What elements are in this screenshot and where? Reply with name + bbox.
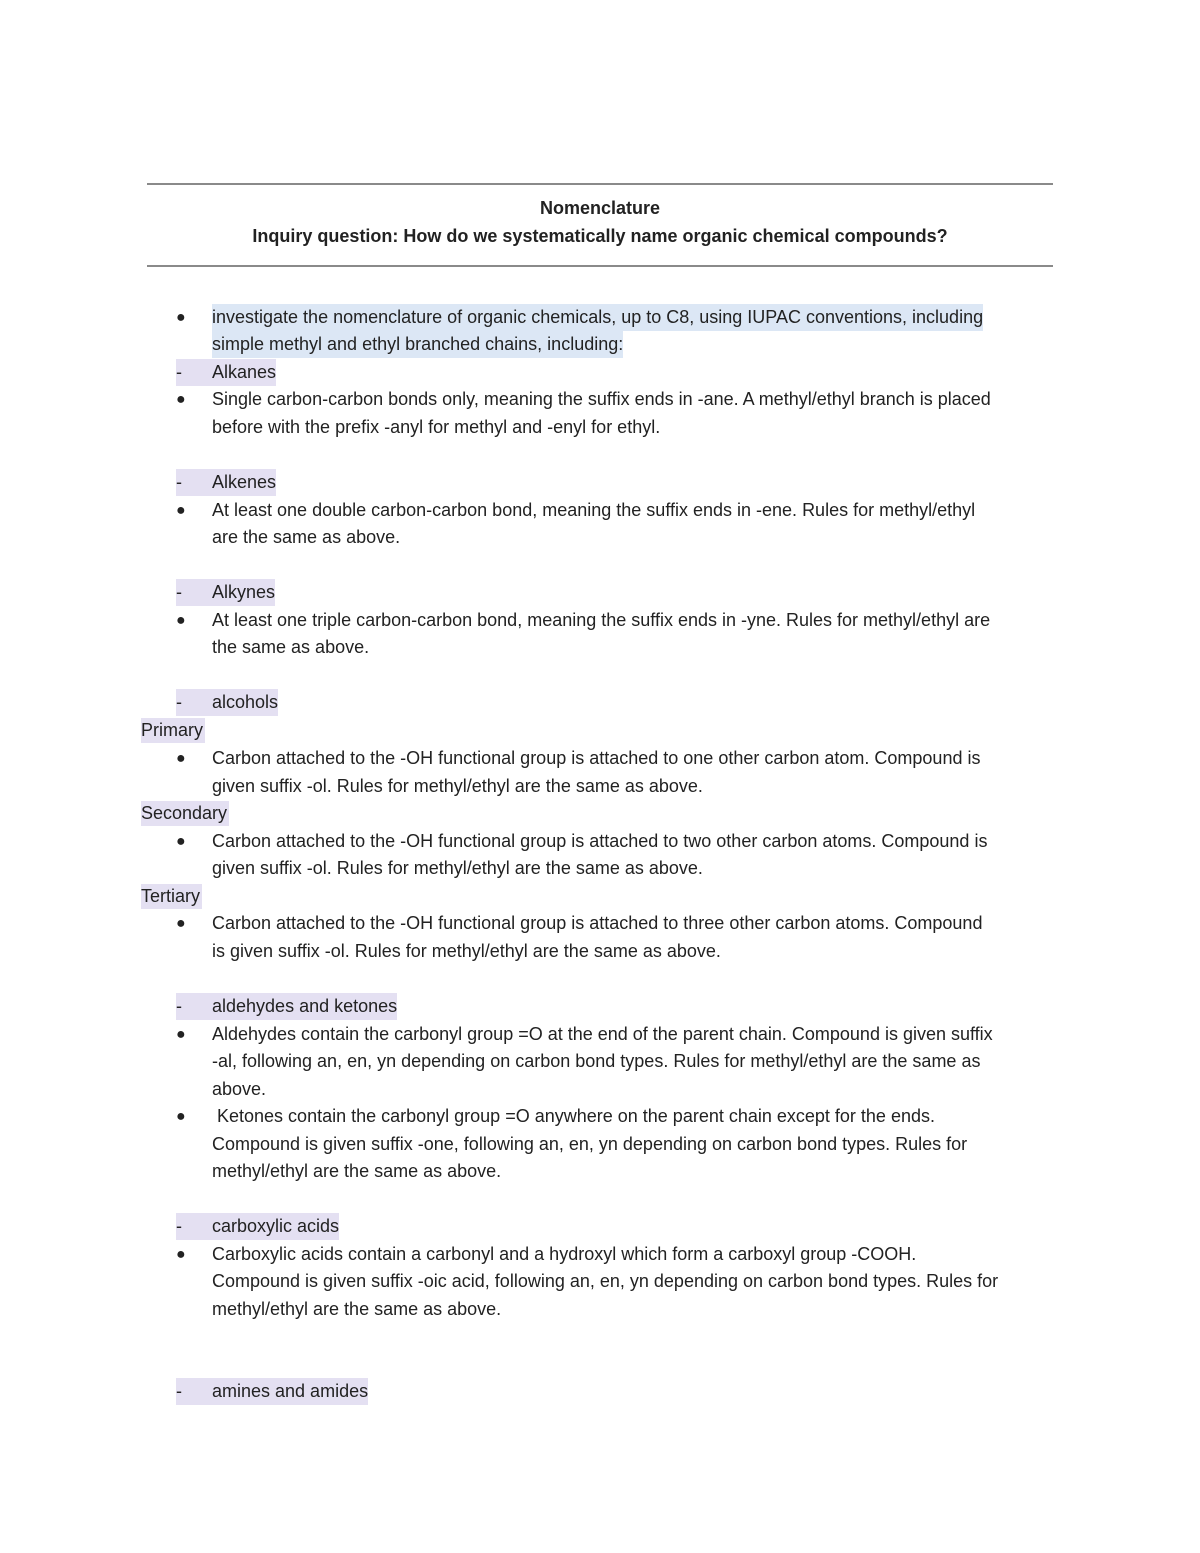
- heading-label: carboxylic acids: [212, 1216, 340, 1236]
- dash-marker: -: [176, 1381, 182, 1401]
- intro-line-1: investigate the nomenclature of organic chemicals, up to C8, using IUPAC conventions, including: [212, 304, 983, 331]
- carboxylic-text-3: methyl/ethyl are the same as above.: [212, 1299, 502, 1319]
- bottom-rule: [147, 265, 1053, 267]
- bullet-icon: ●: [176, 612, 186, 629]
- secondary-text-2: given suffix -ol. Rules for methyl/ethyl are the same as above.: [212, 858, 703, 878]
- section-heading-carboxylic-acids: [176, 1213, 339, 1240]
- heading-label: Alkynes: [212, 582, 276, 602]
- alkanes-text-1: Single carbon-carbon bonds only, meaning the suffix ends in -ane. A methyl/ethyl branch is placed: [212, 389, 991, 409]
- label-primary: Primary: [141, 718, 205, 743]
- carboxylic-text-1: Carboxylic acids contain a carbonyl and a hydroxyl which form a carboxyl group -COOH.: [212, 1244, 917, 1264]
- heading-label: Alkenes: [212, 472, 277, 492]
- dash-marker: -: [176, 362, 182, 382]
- intro-line-2: simple methyl and ethyl branched chains, including:: [212, 331, 623, 358]
- heading-label: alcohols: [212, 692, 279, 712]
- dash-marker: -: [176, 582, 182, 602]
- top-rule: [147, 183, 1053, 185]
- dash-marker: -: [176, 692, 182, 712]
- ketones-text-3: methyl/ethyl are the same as above.: [212, 1161, 502, 1181]
- section-heading-aldehydes-ketones: [176, 993, 397, 1020]
- page-title: Nomenclature: [539, 198, 661, 218]
- bullet-icon: ●: [176, 391, 186, 408]
- primary-text-2: given suffix -ol. Rules for methyl/ethyl are the same as above.: [212, 776, 703, 796]
- aldehydes-text-3: above.: [212, 1079, 267, 1099]
- bullet-icon: ●: [176, 502, 186, 519]
- bullet-icon: ●: [176, 1026, 186, 1043]
- alkenes-text-1: At least one double carbon-carbon bond, meaning the suffix ends in -ene. Rules for methyl/ethyl: [212, 500, 976, 520]
- aldehydes-text-1: Aldehydes contain the carbonyl group =O at the end of the parent chain. Compound is given suffix: [212, 1024, 993, 1044]
- secondary-text-1: Carbon attached to the -OH functional group is attached to two other carbon atoms. Compound is: [212, 831, 988, 851]
- alkynes-text-2: the same as above.: [212, 637, 370, 657]
- tertiary-text-2: is given suffix -ol. Rules for methyl/ethyl are the same as above.: [212, 941, 721, 961]
- label-tertiary: Tertiary: [141, 884, 202, 909]
- aldehydes-text-2: -al, following an, en, yn depending on carbon bond types. Rules for methyl/ethyl are the same as: [212, 1051, 981, 1071]
- bullet-icon: ●: [176, 309, 186, 326]
- heading-label: Alkanes: [212, 362, 277, 382]
- tertiary-text-1: Carbon attached to the -OH functional group is attached to three other carbon atoms. Compound: [212, 913, 983, 933]
- heading-label: aldehydes and ketones: [212, 996, 398, 1016]
- section-heading-alcohols: [176, 689, 278, 716]
- bullet-icon: ●: [176, 915, 186, 932]
- heading-label: amines and amides: [212, 1381, 369, 1401]
- ketones-text-2: Compound is given suffix -one, following an, en, yn depending on carbon bond types. Rules for: [212, 1134, 968, 1154]
- section-heading-alkynes: [176, 579, 275, 606]
- section-heading-amines-amides: [176, 1378, 368, 1405]
- bullet-icon: ●: [176, 750, 186, 767]
- section-heading-alkenes: [176, 469, 276, 496]
- carboxylic-text-2: Compound is given suffix -oic acid, following an, en, yn depending on carbon bond types. Rules for: [212, 1271, 999, 1291]
- alkenes-text-2: are the same as above.: [212, 527, 401, 547]
- dash-marker: -: [176, 996, 182, 1016]
- bullet-icon: ●: [176, 1246, 186, 1263]
- inquiry-question: Inquiry question: How do we systematically name organic chemical compounds?: [252, 226, 948, 246]
- bullet-icon: ●: [176, 833, 186, 850]
- label-secondary: Secondary: [141, 801, 229, 826]
- alkanes-text-2: before with the prefix -anyl for methyl and -enyl for ethyl.: [212, 417, 661, 437]
- ketones-text-1: Ketones contain the carbonyl group =O anywhere on the parent chain except for the ends.: [212, 1106, 935, 1126]
- primary-text-1: Carbon attached to the -OH functional group is attached to one other carbon atom. Compound is: [212, 748, 981, 768]
- dash-marker: -: [176, 1216, 182, 1236]
- alkynes-text-1: At least one triple carbon-carbon bond, meaning the suffix ends in -yne. Rules for methyl/ethyl are: [212, 610, 991, 630]
- bullet-icon: ●: [176, 1108, 186, 1125]
- dash-marker: -: [176, 472, 182, 492]
- section-heading-alkanes: [176, 359, 276, 386]
